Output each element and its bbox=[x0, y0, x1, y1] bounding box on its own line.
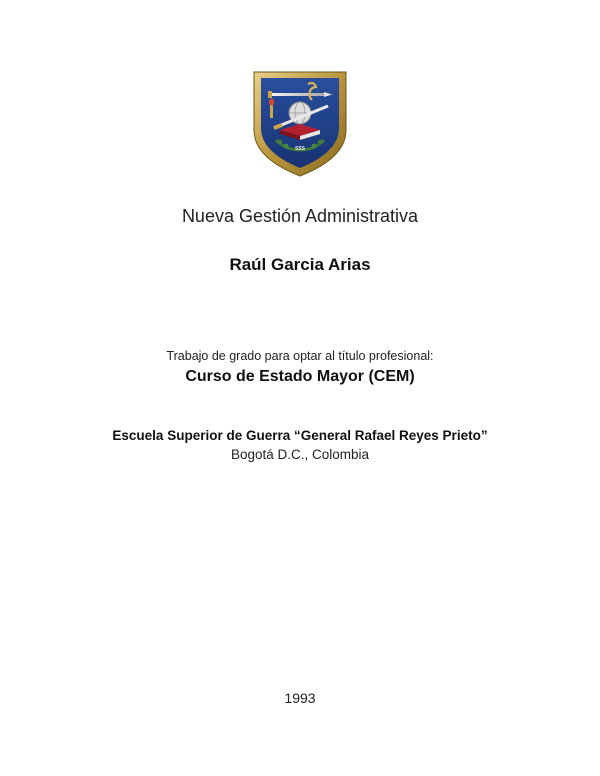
publication-year: 1993 bbox=[284, 690, 316, 706]
city-location: Bogotá D.C., Colombia bbox=[230, 447, 370, 462]
crest-inscription: SSS bbox=[294, 146, 306, 152]
school-name: Escuela Superior de Guerra “General Rafael Reyes Prieto” bbox=[112, 428, 488, 443]
military-school-crest-icon bbox=[252, 70, 348, 178]
author-name: Raúl Garcia Arias bbox=[229, 255, 371, 274]
degree-purpose: Trabajo de grado para optar al título profesional: bbox=[166, 349, 434, 363]
course-name: Curso de Estado Mayor (CEM) bbox=[185, 368, 415, 385]
document-title: Nueva Gestión Administrativa bbox=[181, 206, 419, 226]
